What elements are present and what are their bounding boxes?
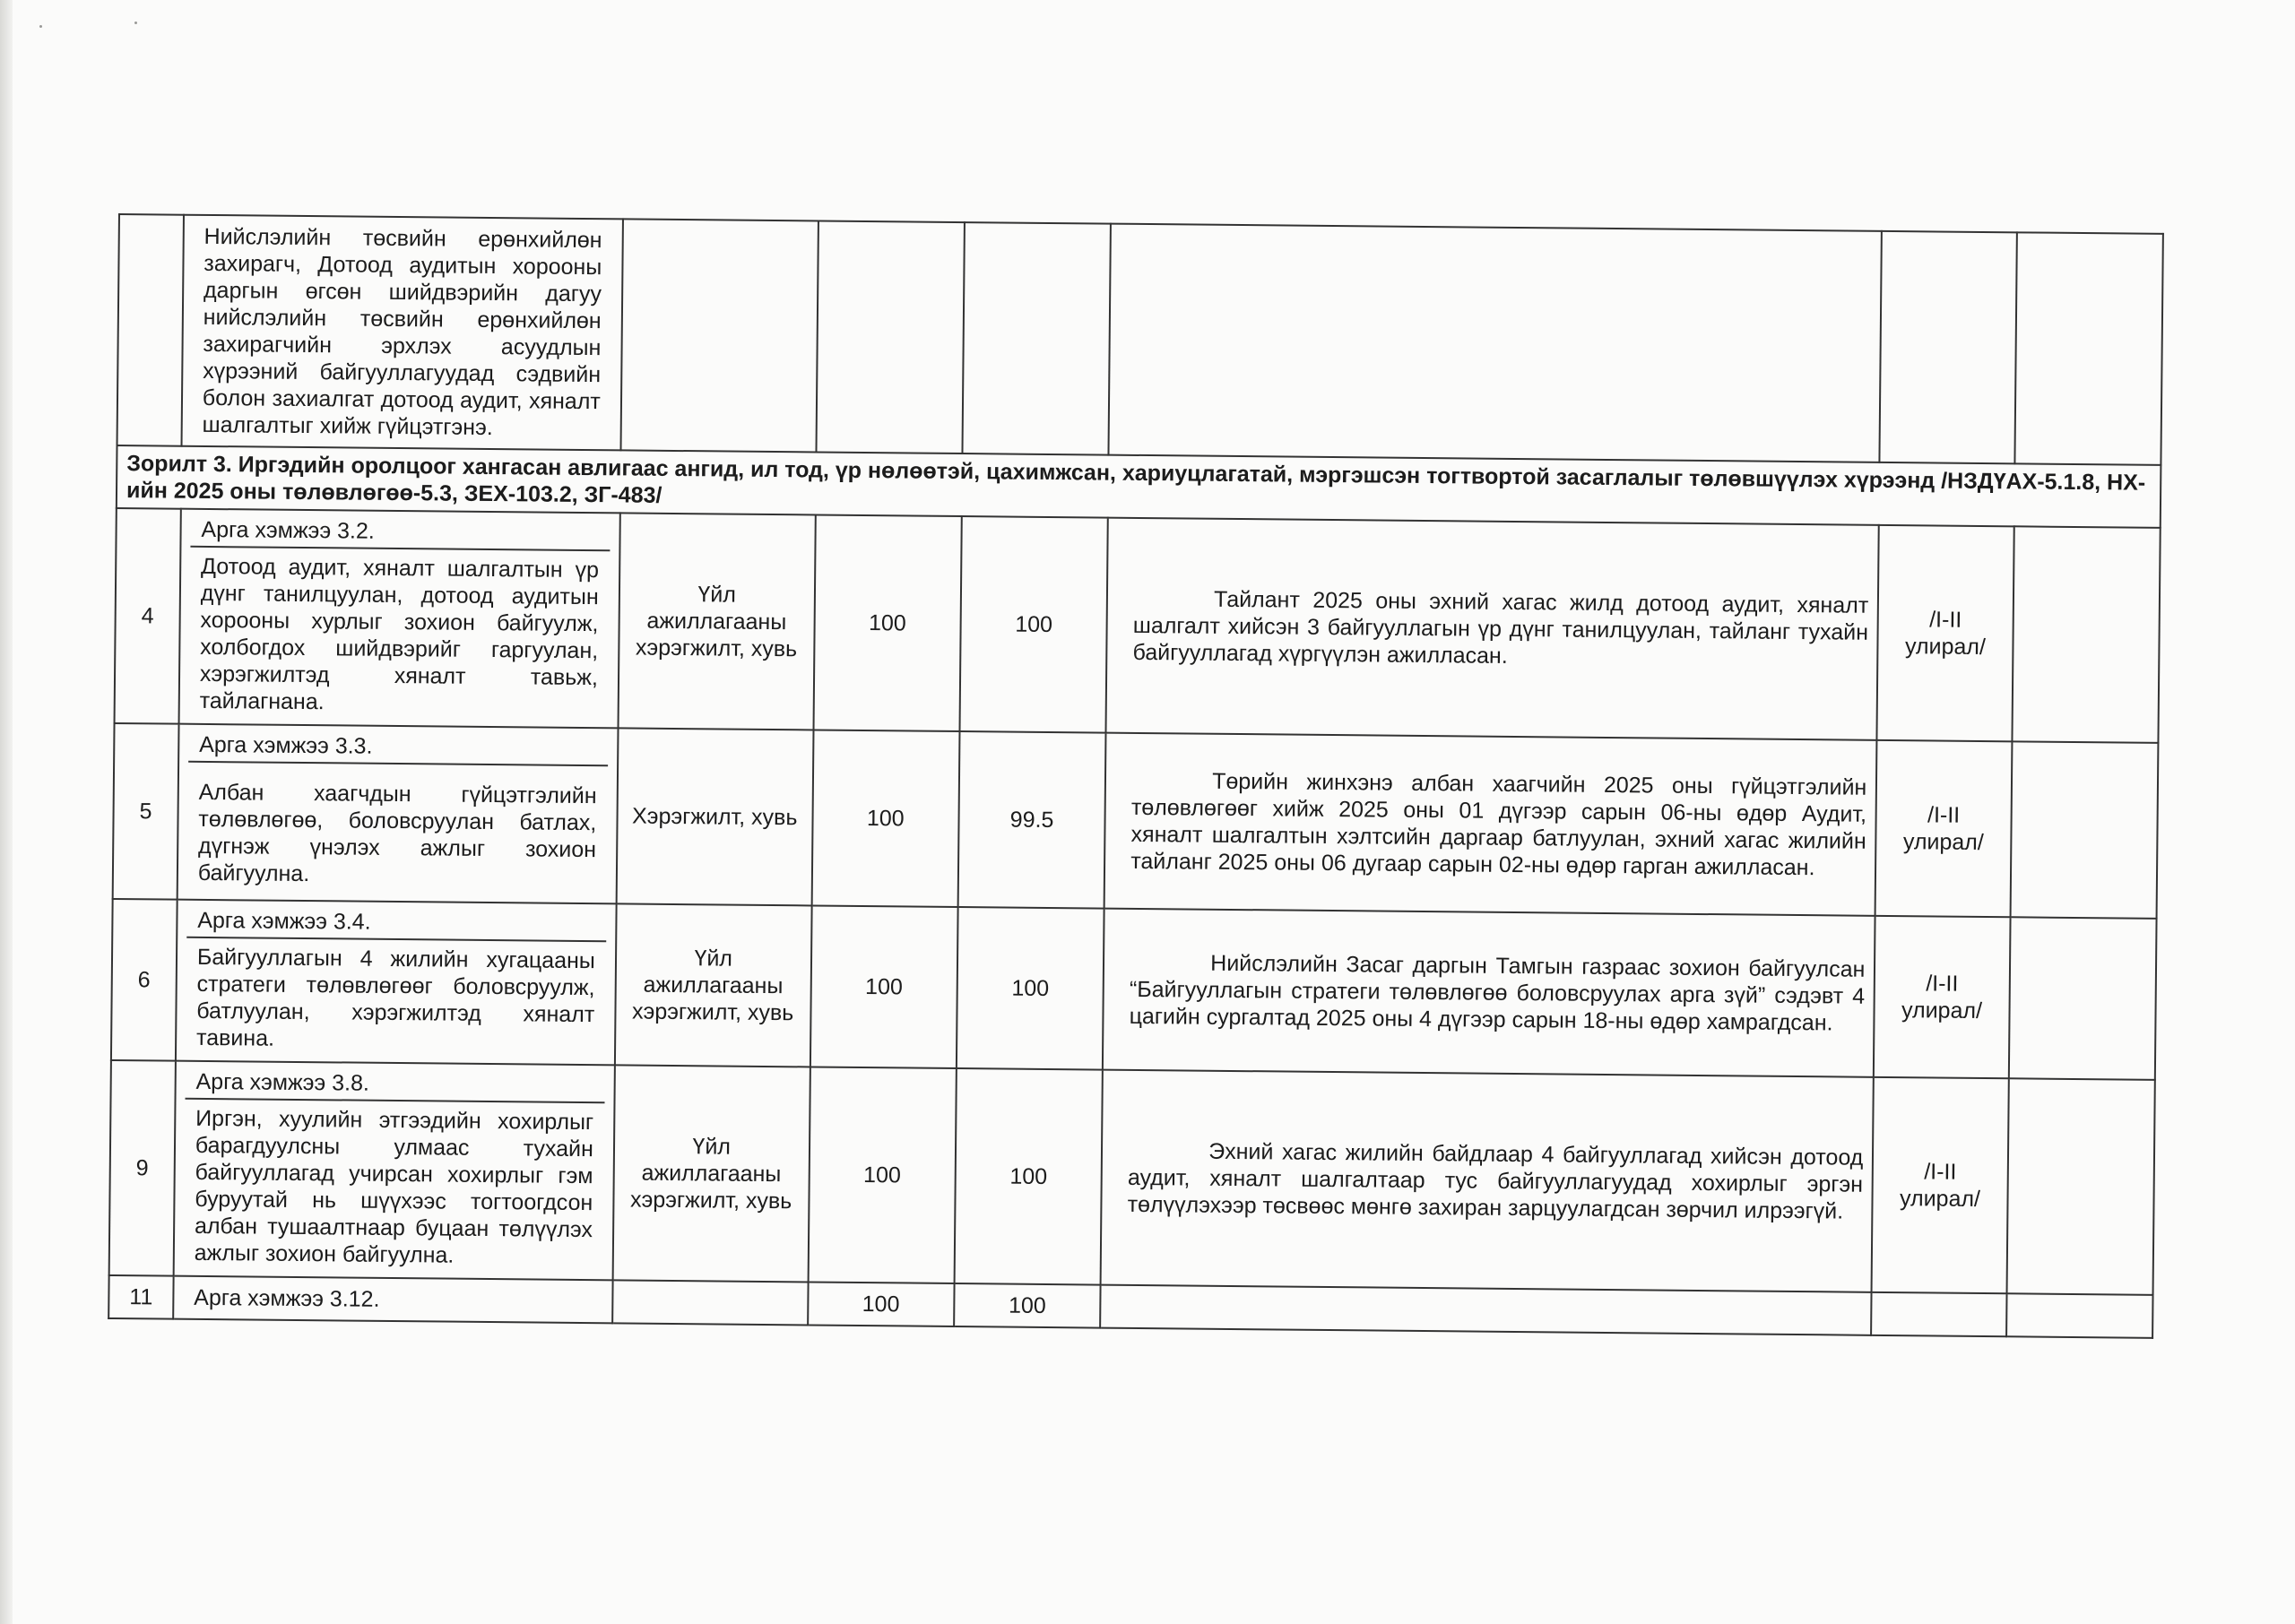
target-value: 100: [810, 905, 957, 1068]
cell-activity: [178, 724, 619, 904]
target-value: 100: [808, 1067, 957, 1283]
cell-activity: [176, 900, 617, 1066]
report-text: Нийслэлийн Засаг даргын Тамгын газраас зохион байгуулсан “Байгууллагын стратеги төлөвлөгөө боловсруулах арга зүй” сэдэвт 4 цагийн сургалтад 2025 оны 4 дүгээр сарын 18-ны өдөр хамрагдсан.: [1129, 950, 1866, 1036]
actual-value: 99.5: [958, 731, 1106, 909]
actual-value: 100: [954, 1068, 1103, 1285]
scan-speck: [134, 22, 137, 24]
target-value: 100: [808, 1282, 955, 1326]
cell-actual: [962, 222, 1111, 455]
target-value: 100: [813, 514, 962, 731]
scan-edge-shadow: [0, 0, 13, 1624]
cell-activity: [173, 1276, 612, 1324]
report-text: Төрийн жинхэнэ албан хаагчийн 2025 оны гүйцэтгэлийн төлөвлөгөөг хийж 2025 оны 01 дүгээр сарын 06-ны өдөр Аудит, хяналт шалгалтын хэлтсийн даргаар батлуулан, эхний хагас жилийн тайланг 2025 оны 06 дугаар сарын 02-ны өдөр гарган ажилласан.: [1130, 768, 1867, 881]
cell-extra: [2014, 232, 2163, 465]
cell-indicator: [620, 219, 818, 452]
period-text: [1871, 1292, 2006, 1336]
cell-extra: [2006, 1293, 2153, 1338]
report-text: [1100, 1285, 1872, 1335]
table-row: [113, 723, 2159, 919]
activity-label: Арга хэмжээ 3.2.: [190, 514, 610, 551]
indicator-text: Хэрэгжилт, хувь: [616, 728, 813, 905]
actual-value: 100: [957, 907, 1104, 1070]
table-row: [111, 899, 2157, 1080]
indicator-text: Үйл ажиллагааны хэрэгжилт, хувь: [612, 1065, 810, 1282]
activity-text: Дотоод аудит, хяналт шалгалтын үр дүнг танилцуулан, дотоод аудитын хорооны хурлыг зохион байгуулж, холбогдох шийдвэрийг гаргуулан, хэрэгжилтэд хяналт тавьж, тайлагнана.: [199, 553, 600, 715]
period-text: /I-II улирал/: [1877, 525, 2014, 741]
cell-extra: [2012, 526, 2161, 743]
actual-value: 100: [959, 516, 1108, 733]
indicator-text: Үйл ажиллагааны хэрэгжилт, хувь: [618, 513, 815, 730]
goal-heading: Зорилт 3. Иргэдийн оролцоог хангасан авлигаас ангид, ил тод, үр нөлөөтэй, цахимжсан, хариуцлагатай, мэргэшсэн тогтвортой засаглалыг төлөвшүүлэх хүрээнд /НЗДҮАХ-5.1.8, НХ-ийн 2025 оны төлөвлөгөө-5.3, ЗЕХ-103.2, ЗГ-483/: [117, 445, 2161, 528]
row-number: 4: [115, 508, 181, 724]
row-number: 11: [108, 1275, 173, 1319]
table-row: [115, 508, 2161, 743]
indicator-text: [612, 1280, 808, 1325]
activity-label: Арга хэмжээ 3.8.: [185, 1066, 604, 1103]
activity-text: Албан хаагчдын гүйцэтгэлийн төлөвлөгөө, боловсруулан батлах, дүгнэж үнэлэх ажлыг зохион байгуулна.: [197, 779, 597, 887]
activity-text: Нийслэлийн төсвийн ерөнхийлөн захирагч, Дотоод аудитын хорооны даргын өгсөн шийдвэрийн дагуу нийслэлийн төсвийн ерөнхийлөн захирагчийн эрхлэх асуудлын хүрээний байгууллагуудад сэдвийн болон захиалгат дотоод аудит, хяналт шалгалтыг хийж гүйцэтгэнэ.: [202, 223, 602, 441]
cell-activity: [178, 509, 619, 729]
cell-report: [1104, 733, 1877, 916]
table-row: [109, 1060, 2155, 1295]
plan-report-table: [108, 213, 2164, 1339]
period-text: /I-II улирал/: [1874, 916, 2010, 1078]
activity-label: Арга хэмжээ 3.12.: [194, 1284, 380, 1312]
cell-num: [117, 214, 184, 446]
activity-text: Иргэн, хуулийн этгээдийн хохирлыг барагдуулсны улмаас тухайн байгууллагад учирсан хохирлыг гэм буруутай нь шүүхээс тогтоогдсон албан тушаалтнаар буцаан төлүүлэх ажлыг зохион байгуулна.: [194, 1105, 594, 1268]
scan-speck: [39, 25, 42, 28]
cell-report: [1106, 518, 1879, 740]
row-number: 6: [111, 899, 178, 1061]
cell-extra: [2010, 741, 2158, 919]
cell-extra: [2008, 917, 2156, 1080]
cell-target: [816, 220, 965, 454]
cell-report: [1103, 909, 1875, 1077]
indicator-text: Үйл ажиллагааны хэрэгжилт, хувь: [615, 903, 811, 1067]
cell-report: [1101, 1070, 1874, 1292]
row-number: 5: [113, 723, 179, 900]
cell-period: [1880, 231, 2017, 463]
actual-value: 100: [954, 1283, 1101, 1328]
cell-activity: [173, 1061, 614, 1281]
activity-label: Арга хэмжээ 3.3.: [188, 729, 608, 766]
cell-activity: [181, 215, 622, 451]
activity-label: Арга хэмжээ 3.4.: [186, 904, 606, 942]
target-value: 100: [811, 730, 959, 907]
period-text: /I-II улирал/: [1872, 1077, 2009, 1293]
table-row-continuation: [117, 214, 2163, 465]
cell-report: [1109, 224, 1883, 462]
activity-text: Байгууллагын 4 жилийн хугацааны стратеги төлөвлөгөөг боловсруулж, батлуулан, хэрэгжилтэд хяналт тавина.: [195, 944, 595, 1051]
cell-extra: [2006, 1078, 2155, 1295]
report-text: Тайлант 2025 оны эхний хагас жилд дотоод аудит, хяналт шалгалт хийсэн 3 байгууллагын үр дүнг танилцуулан, тайланг тухайн байгууллагад хүргүүлэн ажилласан.: [1132, 586, 1869, 669]
report-text: Эхний хагас жилийн байдлаар 4 байгууллагад хийсэн дотоод аудит, хяналт шалгалтаар тус байгууллагуудад хохирлыг эргэн төлүүлэхээр төсвөөс мөнгө захиран зарцуулагдсан зөрчил илрээгүй.: [1127, 1138, 1864, 1224]
row-number: 9: [109, 1060, 176, 1276]
period-text: /I-II улирал/: [1875, 740, 2012, 917]
